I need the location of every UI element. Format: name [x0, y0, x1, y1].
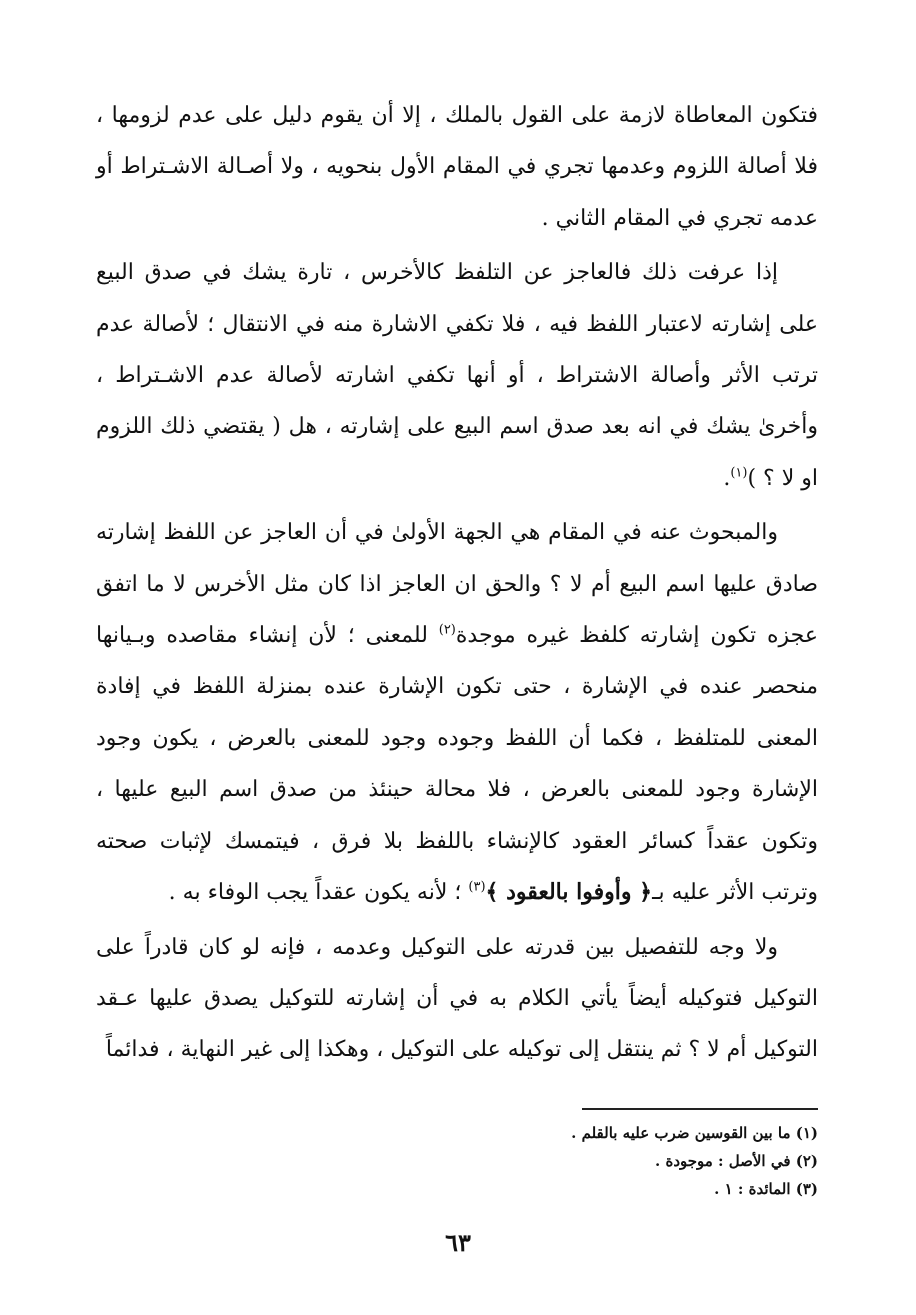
paragraph-1	[96, 90, 818, 244]
paragraph-3	[96, 507, 818, 918]
main-text	[96, 90, 818, 1076]
footnote-ref-3: (٣)	[468, 879, 486, 895]
page-number: ٦٣	[445, 1228, 471, 1257]
footnote-divider	[582, 1108, 818, 1110]
quran-verse: ﴿ وأوفوا بالعقود ﴾	[485, 879, 653, 906]
paragraph-4-text: ولا وجه للتفصيل بين قدرته على التوكيل وعدمه ، فإنه لو كان قادراً على التوكيل فتوكيله أيضاً يأتي الكلام به في أن إشارته للتوكيل يصدق عليها عـقد التوكيل أم لا ؟ ثم ينتقل إلى توكيله على التوكيل ، وهكذا إلى غير النهاية ، فدائماً	[96, 934, 818, 1063]
paragraph-1-text: فتكون المعاطاة لازمة على القول بالملك ، إلا أن يقوم دليل على عدم لزومها ، فلا أصالة اللزوم وعدمها تجري في المقام الأول بنحويه ، ولا أصـالة الاشـتراط أو عدمه تجري في المقام الثاني .	[96, 103, 818, 231]
footnote-1: (١) ما بين القوسين ضرب عليه بالقلم .	[571, 1124, 818, 1142]
footnote-ref-2: (٢)	[438, 622, 456, 638]
paragraph-2	[96, 247, 818, 504]
paragraph-3-text-b: للمعنى ؛ لأن إنشاء مقاصده وبـيانها منحصر عنده في الإشارة ، حتى تكون الإشارة عنده بمنزلة اللفظ في إفادة المعنى للمتلفظ ، فكما أن اللفظ وجوده وجود للمعنى بالعرض ، يكون وجود الإشارة وجود للمعنى بالعرض ، فلا محالة حينئذ من صدق اسم البيع عليها ، وتكون عقداً كسائر العقود كالإنشاء باللفظ بلا فرق ، فيتمسك لإثبات صحته وترتب الأثر عليه بـ	[96, 623, 818, 906]
paragraph-3-text-a: والمبحوث عنه في المقام هي الجهة الأولىٰ في أن العاجز عن اللفظ إشارته صادق عليها اسم البيع أم لا ؟ والحق ان العاجز اذا كان مثل الأخرس لا ما اتفق عجزه تكون إشارته كلفظ غيره موجدة	[96, 520, 818, 649]
paragraph-4	[96, 922, 818, 1076]
footnote-ref-1: (١)	[730, 465, 748, 481]
footnote-2: (٢) في الأصل : موجودة .	[655, 1152, 818, 1170]
paragraph-2-end: .	[723, 465, 731, 491]
footnotes	[400, 1119, 818, 1203]
paragraph-2-text: إذا عرفت ذلك فالعاجز عن التلفظ كالأخرس ، تارة يشك في صدق البيع على إشارته لاعتبار اللفظ فيه ، فلا تكفي الاشارة منه في الانتقال ؛ لأصالة عدم ترتب الأثر وأصالة الاشتراط ، أو أنها تكفي اشارته لأصالة عدم الاشـتراط ، وأخرىٰ يشك في انه بعد صدق اسم البيع على إشارته ، هل ( يقتضي ذلك اللزوم او لا ؟ )	[96, 260, 818, 491]
paragraph-3-text-c: ؛ لأنه يكون عقداً يجب الوفاء به .	[168, 880, 469, 906]
footnote-3: (٣) المائدة : ١ .	[714, 1180, 818, 1198]
